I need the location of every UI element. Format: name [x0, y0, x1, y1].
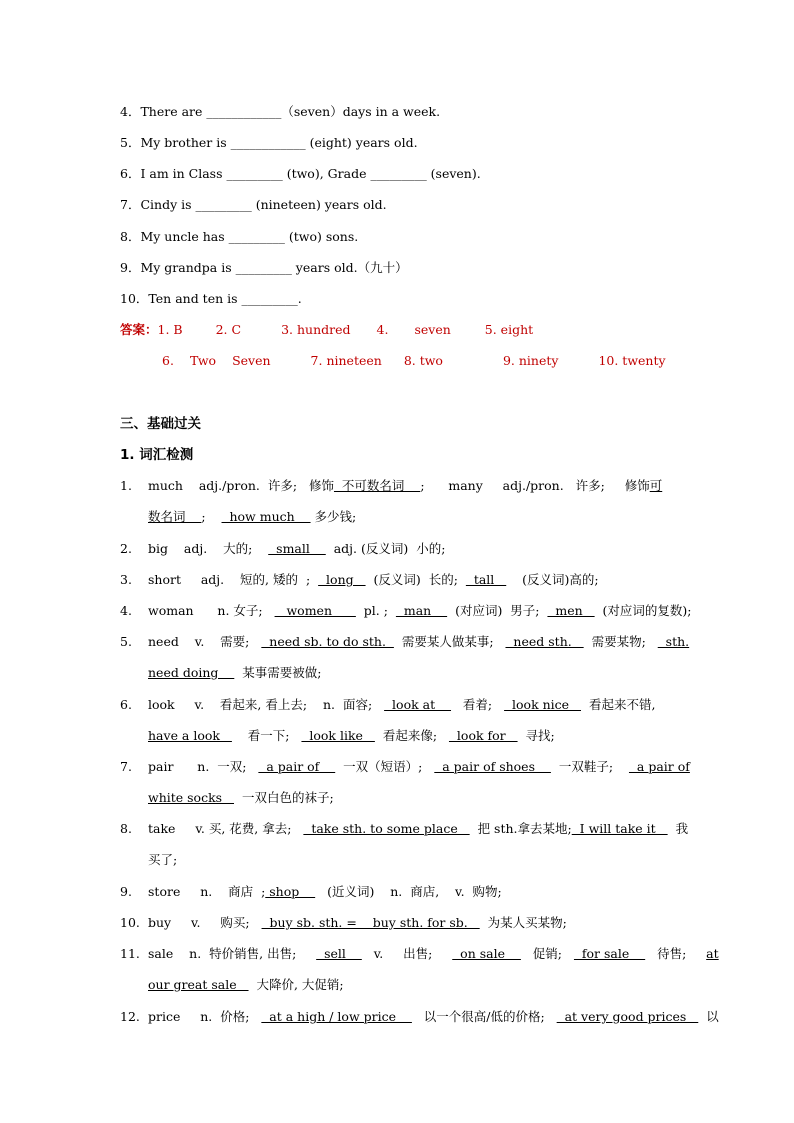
vocab-text: woman n. 女子; — [148, 603, 275, 618]
exercise-item: 8．My uncle has _________ (two) sons. — [120, 229, 359, 244]
vocab-line — [148, 946, 719, 962]
vocab-line — [148, 509, 356, 525]
answer-blank: look like — [301, 728, 375, 743]
vocab-text: 需要某物; — [583, 634, 658, 649]
section-title: 三、基础过关 — [120, 416, 201, 432]
answer-blank: women — [274, 603, 356, 618]
vocab-line — [148, 728, 555, 744]
answer-blank: look at — [384, 697, 452, 712]
answer-blank: need sb. to do sth. — [261, 634, 394, 649]
section-subtitle: 1. 词汇检测 — [120, 447, 194, 463]
exercise-item: 10．Ten and ten is _________. — [120, 291, 302, 306]
vocab-line — [148, 759, 690, 775]
answer-blank: for sale — [573, 946, 646, 961]
answer-3: 3. hundred — [281, 322, 351, 337]
answer-blank: man — [395, 603, 448, 618]
answer-blank: 可 — [649, 478, 663, 493]
vocab-text: 买了; — [148, 852, 178, 867]
answer-10: 10. twenty — [598, 353, 666, 368]
answer-row-2 — [162, 353, 666, 369]
vocab-text: 看起来像; — [374, 728, 449, 743]
vocab-text: short adj. 短的, 矮的 ; — [148, 572, 319, 587]
vocab-text: (对应词的复数); — [594, 603, 692, 618]
vocab-text: 把 sth.拿去某地; — [469, 821, 572, 836]
vocab-number: 4. — [120, 603, 132, 618]
vocab-line — [148, 852, 177, 868]
answer-blank: 不可数名词 — [333, 478, 421, 493]
vocab-text: 一双（短语）; — [335, 759, 435, 774]
vocab-line — [148, 1009, 719, 1025]
answer-blank: 数名词 — [148, 509, 202, 524]
vocab-line — [148, 977, 344, 993]
answer-row-1 — [120, 322, 533, 338]
vocab-text: price n. 价格; — [148, 1009, 262, 1024]
vocab-text: 看起来不错, — [581, 697, 656, 712]
vocab-text: v. 出售; — [361, 946, 453, 961]
answer-blank: on sale — [452, 946, 521, 961]
answer-blank: sth. — [657, 634, 690, 649]
exercise-item: 5．My brother is ____________ (eight) years old. — [120, 135, 418, 150]
vocab-text: 我 — [667, 821, 689, 836]
answer-4-num: 4. — [376, 322, 389, 337]
vocab-line — [148, 790, 334, 806]
answer-4: seven — [414, 322, 451, 337]
answer-blank: need sth. — [505, 634, 584, 649]
vocab-line — [148, 884, 502, 900]
vocab-text: 一双白色的袜子; — [234, 790, 334, 805]
vocab-line — [148, 603, 692, 619]
answer-blank: a pair of shoes — [434, 759, 551, 774]
vocab-text: big adj. 大的; — [148, 541, 269, 556]
vocab-text: 大降价, 大促销; — [248, 977, 344, 992]
answer-blank: a pair of — [258, 759, 336, 774]
vocab-text: 看一下; — [231, 728, 302, 743]
answer-2: 2. C — [215, 322, 242, 337]
answer-blank: need doing — [148, 665, 235, 680]
answer-6a: Two — [189, 353, 217, 368]
vocab-text: 促销; — [520, 946, 574, 961]
answer-blank: sell — [316, 946, 362, 961]
vocab-text: 寻找; — [517, 728, 555, 743]
answer-blank: at a high / low price — [261, 1009, 412, 1024]
answer-blank: buy sb. sth. = buy sth. for sb. — [261, 915, 480, 930]
answer-blank: a pair of — [628, 759, 690, 774]
answer-7: 7. nineteen — [310, 353, 382, 368]
vocab-text: (反义词) 长的; — [365, 572, 466, 587]
answer-blank: at — [706, 946, 719, 961]
vocab-line — [148, 915, 567, 931]
vocab-number: 2. — [120, 541, 132, 556]
vocab-text: ; — [201, 509, 222, 524]
vocab-text: 需要某人做某事; — [393, 634, 506, 649]
vocab-text: 多少钱; — [310, 509, 357, 524]
answer-blank: white socks — [148, 790, 234, 805]
answer-8: 8. two — [403, 353, 443, 368]
vocab-text: 待售; — [645, 946, 707, 961]
vocab-line — [148, 697, 655, 713]
vocab-text: buy v. 购买; — [148, 915, 262, 930]
vocab-text: store n. 商店 ; — [148, 884, 266, 899]
vocab-number: 7. — [120, 759, 132, 774]
exercise-item: 4．There are ____________（seven）days in a week. — [120, 104, 441, 119]
answer-5: 5. eight — [484, 322, 534, 337]
answer-label: 答案： — [120, 322, 158, 337]
answer-blank: small — [268, 541, 326, 556]
vocab-text: 某事需要被做; — [234, 665, 322, 680]
vocab-number: 3. — [120, 572, 132, 587]
answer-blank: tall — [465, 572, 507, 587]
vocab-number: 11. — [120, 946, 140, 961]
vocab-number: 6. — [120, 697, 132, 712]
answer-blank: have a look — [148, 728, 232, 743]
vocab-line — [148, 821, 688, 837]
vocab-line — [148, 665, 321, 681]
answer-6b: Seven — [232, 353, 271, 368]
vocab-text: 以 — [698, 1009, 719, 1024]
answer-blank: at very good prices — [556, 1009, 699, 1024]
vocab-text: adj. (反义词) 小的; — [325, 541, 446, 556]
answer-9: 9. ninety — [502, 353, 559, 368]
answer-blank: take sth. to some place — [303, 821, 470, 836]
vocab-text: 为某人买某物; — [479, 915, 567, 930]
vocab-line — [148, 478, 662, 494]
answer-blank: how much — [221, 509, 311, 524]
answer-blank: men — [547, 603, 595, 618]
vocab-text: look v. 看起来, 看上去; n. 面容; — [148, 697, 385, 712]
vocab-line — [148, 634, 689, 650]
vocab-number: 1. — [120, 478, 132, 493]
exercise-item: 9．My grandpa is _________ years old.（九十） — [120, 260, 408, 275]
vocab-line — [148, 572, 599, 588]
exercise-item: 6．I am in Class _________ (two), Grade _________ (seven). — [120, 166, 481, 181]
vocab-number: 9. — [120, 884, 132, 899]
answer-blank: I will take it — [571, 821, 668, 836]
answer-blank: look for — [448, 728, 518, 743]
vocab-text: 以一个很高/低的价格; — [411, 1009, 557, 1024]
vocab-text: 一双鞋子; — [550, 759, 629, 774]
vocab-text: take v. 买, 花费, 拿去; — [148, 821, 304, 836]
vocab-text: 看着; — [451, 697, 505, 712]
vocab-text: need v. 需要; — [148, 634, 262, 649]
vocab-text: sale n. 特价销售, 出售; — [148, 946, 317, 961]
vocab-line — [148, 541, 445, 557]
vocab-number: 12. — [120, 1009, 140, 1024]
vocab-text: (近义词) n. 商店, v. 购物; — [315, 884, 502, 899]
vocab-number: 5. — [120, 634, 132, 649]
vocab-text: (反义词)高的; — [506, 572, 599, 587]
answer-blank: look nice — [504, 697, 581, 712]
vocab-text: much adj./pron. 许多; 修饰 — [148, 478, 334, 493]
vocab-number: 8. — [120, 821, 132, 836]
answer-6-num: 6. — [162, 353, 174, 368]
vocab-number: 10. — [120, 915, 140, 930]
exercise-item: 7．Cindy is _________ (nineteen) years old. — [120, 197, 387, 212]
answer-blank: shop — [265, 884, 316, 899]
vocab-text: ; many adj./pron. 许多; 修饰 — [420, 478, 650, 493]
vocab-text: pair n. 一双; — [148, 759, 259, 774]
answer-blank: long — [318, 572, 366, 587]
answer-blank: our great sale — [148, 977, 249, 992]
answer-1: 1. B — [157, 322, 183, 337]
vocab-text: pl. ; — [355, 603, 396, 618]
vocab-text: (对应词) 男子; — [447, 603, 548, 618]
